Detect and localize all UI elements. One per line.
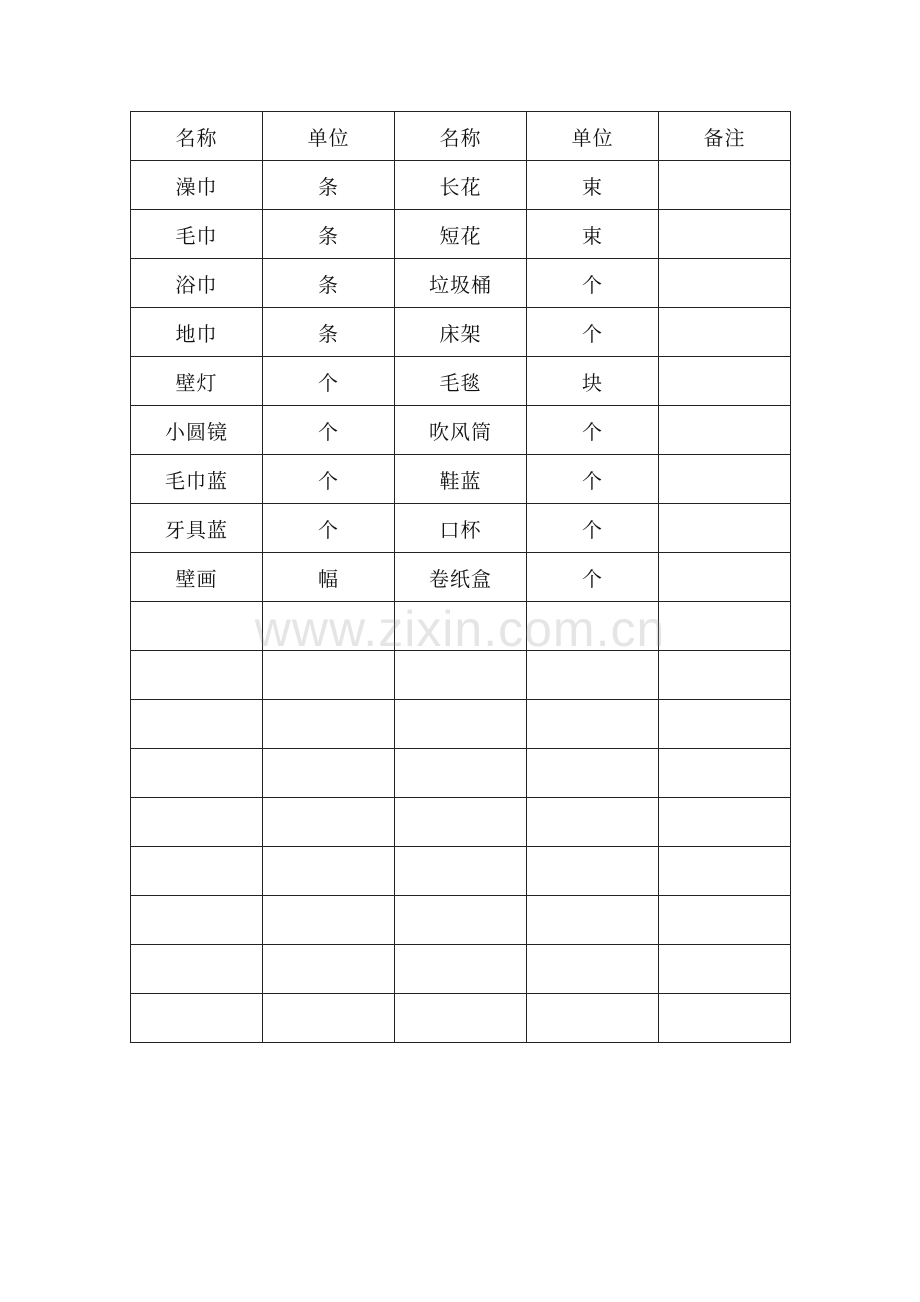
- cell-name-2: [395, 651, 527, 700]
- cell-remarks: [659, 504, 791, 553]
- cell-unit-2: 束: [527, 210, 659, 259]
- cell-name-2: 短花: [395, 210, 527, 259]
- cell-name-2: [395, 896, 527, 945]
- cell-unit-2: 个: [527, 553, 659, 602]
- cell-remarks: [659, 161, 791, 210]
- cell-unit-1: [263, 945, 395, 994]
- header-unit-1: 单位: [263, 112, 395, 161]
- cell-unit-2: [527, 847, 659, 896]
- cell-name-1: 地巾: [131, 308, 263, 357]
- cell-name-1: [131, 749, 263, 798]
- table-row: [131, 210, 791, 259]
- cell-name-1: [131, 945, 263, 994]
- cell-name-1: 小圆镜: [131, 406, 263, 455]
- cell-name-2: [395, 749, 527, 798]
- cell-unit-1: 条: [263, 259, 395, 308]
- header-remarks: 备注: [659, 112, 791, 161]
- cell-unit-1: [263, 700, 395, 749]
- cell-name-1: 澡巾: [131, 161, 263, 210]
- cell-name-2: 毛毯: [395, 357, 527, 406]
- cell-remarks: [659, 847, 791, 896]
- cell-remarks: [659, 259, 791, 308]
- cell-unit-1: [263, 896, 395, 945]
- cell-name-1: [131, 651, 263, 700]
- cell-name-1: 壁灯: [131, 357, 263, 406]
- cell-remarks: [659, 357, 791, 406]
- header-name-2: 名称: [395, 112, 527, 161]
- table-row: [131, 994, 791, 1043]
- table-row: [131, 896, 791, 945]
- cell-name-2: [395, 798, 527, 847]
- cell-remarks: [659, 749, 791, 798]
- cell-name-2: 长花: [395, 161, 527, 210]
- cell-remarks: [659, 406, 791, 455]
- cell-remarks: [659, 798, 791, 847]
- cell-unit-2: [527, 798, 659, 847]
- cell-unit-1: 条: [263, 210, 395, 259]
- cell-unit-1: 条: [263, 161, 395, 210]
- cell-remarks: [659, 994, 791, 1043]
- cell-name-1: [131, 847, 263, 896]
- table-row: [131, 798, 791, 847]
- cell-name-1: [131, 994, 263, 1043]
- inventory-table: [130, 111, 791, 1043]
- watermark: www.zixin.com.cn: [254, 601, 666, 657]
- table-row: [131, 504, 791, 553]
- cell-unit-2: [527, 651, 659, 700]
- cell-name-1: 壁画: [131, 553, 263, 602]
- cell-unit-2: 个: [527, 308, 659, 357]
- cell-unit-1: [263, 651, 395, 700]
- cell-remarks: [659, 210, 791, 259]
- cell-unit-2: 束: [527, 161, 659, 210]
- cell-remarks: [659, 602, 791, 651]
- table-row: [131, 602, 791, 651]
- cell-unit-1: 个: [263, 504, 395, 553]
- cell-name-1: [131, 700, 263, 749]
- cell-name-1: [131, 896, 263, 945]
- cell-unit-2: 个: [527, 455, 659, 504]
- cell-unit-1: 条: [263, 308, 395, 357]
- cell-unit-1: [263, 749, 395, 798]
- cell-unit-1: [263, 602, 395, 651]
- cell-name-2: [395, 847, 527, 896]
- cell-unit-2: [527, 602, 659, 651]
- table-row: [131, 847, 791, 896]
- cell-remarks: [659, 651, 791, 700]
- cell-name-2: [395, 994, 527, 1043]
- cell-name-1: 浴巾: [131, 259, 263, 308]
- cell-unit-2: 块: [527, 357, 659, 406]
- table-row: [131, 700, 791, 749]
- table-row: [131, 651, 791, 700]
- cell-name-1: 牙具蓝: [131, 504, 263, 553]
- table-row: [131, 945, 791, 994]
- cell-name-1: [131, 798, 263, 847]
- cell-remarks: [659, 553, 791, 602]
- cell-name-2: 床架: [395, 308, 527, 357]
- table-row: [131, 357, 791, 406]
- cell-unit-2: 个: [527, 259, 659, 308]
- header-name-1: 名称: [131, 112, 263, 161]
- cell-unit-1: [263, 847, 395, 896]
- cell-name-2: [395, 945, 527, 994]
- cell-unit-2: [527, 945, 659, 994]
- cell-remarks: [659, 308, 791, 357]
- table-row: [131, 161, 791, 210]
- table-row: [131, 406, 791, 455]
- table-row: [131, 749, 791, 798]
- cell-unit-2: [527, 700, 659, 749]
- cell-unit-2: [527, 994, 659, 1043]
- cell-unit-1: 个: [263, 406, 395, 455]
- table-header: [131, 112, 791, 161]
- header-row: [131, 112, 791, 161]
- cell-name-1: 毛巾: [131, 210, 263, 259]
- cell-unit-2: 个: [527, 504, 659, 553]
- cell-remarks: [659, 700, 791, 749]
- table-row: [131, 553, 791, 602]
- cell-name-2: 口杯: [395, 504, 527, 553]
- cell-remarks: [659, 945, 791, 994]
- table-row: [131, 455, 791, 504]
- cell-unit-1: 幅: [263, 553, 395, 602]
- cell-remarks: [659, 896, 791, 945]
- cell-name-2: 卷纸盒: [395, 553, 527, 602]
- cell-name-2: 鞋蓝: [395, 455, 527, 504]
- cell-name-1: 毛巾蓝: [131, 455, 263, 504]
- cell-name-2: 垃圾桶: [395, 259, 527, 308]
- cell-remarks: [659, 455, 791, 504]
- table-row: [131, 259, 791, 308]
- table-body: [131, 161, 791, 1043]
- cell-unit-1: 个: [263, 357, 395, 406]
- cell-name-2: [395, 602, 527, 651]
- cell-unit-2: 个: [527, 406, 659, 455]
- cell-unit-1: [263, 994, 395, 1043]
- cell-name-2: 吹风筒: [395, 406, 527, 455]
- table-row: [131, 308, 791, 357]
- cell-unit-1: [263, 798, 395, 847]
- cell-unit-1: 个: [263, 455, 395, 504]
- cell-name-2: [395, 700, 527, 749]
- cell-unit-2: [527, 896, 659, 945]
- header-unit-2: 单位: [527, 112, 659, 161]
- cell-unit-2: [527, 749, 659, 798]
- cell-name-1: [131, 602, 263, 651]
